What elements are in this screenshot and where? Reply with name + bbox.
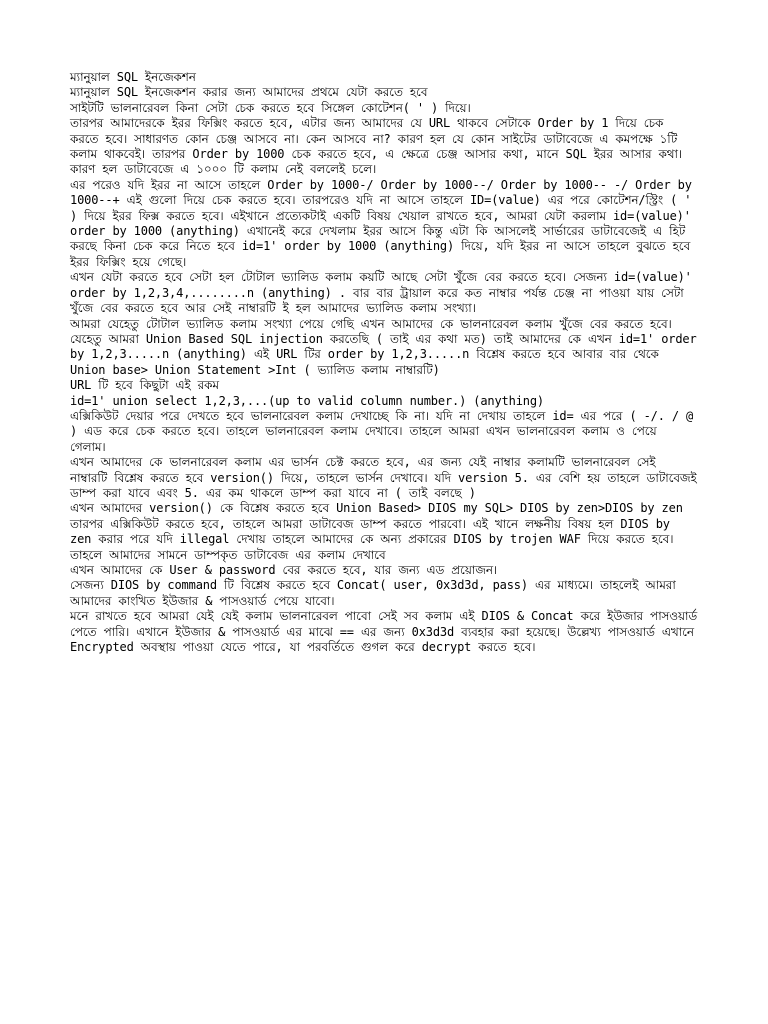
paragraph: এখন আমাদের version() কে বিশ্লেষ করতে হবে Union Based> DIOS my SQL> DIOS by zen>DIOS by zen তারপর এক্সিকিউট করতে হবে, তাহলে আমরা ডাটাবেজ ডাম্প করতে পারবো। এই খানে লক্ষনীয় বিষয় হল DIOS by zen করার পরে যদি illegal দেখায় তাহলে আমাদের কে অন্য প্রকারের DIOS by trojen WAF দিয়ে করতে হবে। তাহলে আমাদের সামনে ডাম্পকৃত ডাটাবেজ এর কলাম দেখাবে (70, 501, 683, 562)
document-body (70, 70, 698, 655)
paragraph: এখন আমাদের কে User & password বের করতে হবে, যার জন্য এড প্রয়োজন। (70, 563, 497, 577)
paragraph: এখন যেটা করতে হবে সেটা হল টোটাল ভ্যালিড কলাম কয়টি আছে সেটা খুঁজে বের করতে হবে। সেজন্য id=(value)' order by 1,2,3,4,........n (anything) . বার বার ট্রায়াল করে কত নাম্বার পর্যন্ত চেঞ্জ না পাওয়া যায় সেটা খুঁজে বের করতে হবে আর সেই নাম্বারটি ই হল আমাদের ভ্যালিড কলাম সংখ্যা। (70, 270, 692, 316)
document-title: ম্যানুয়াল SQL ইনজেকশন (70, 70, 196, 84)
code-line: id=1' union select 1,2,3,...(up to valid column number.) (anything) (70, 393, 544, 408)
paragraph: আমরা যেহেতু টোটাল ভ্যালিড কলাম সংখ্যা পেয়ে গেছি এখন আমাদের কে ভালনারেবল কলাম খুঁজে বের করতে হবে। যেহেতু আমরা Union Based SQL injection করতেছি ( তাই এর কথা মত) তাই আমাদের কে এখন id=1' order by 1,2,3.....n (anything) এই URL টির order by 1,2,3.....n বিশ্লেষ করতে হবে আবার বার থেকে Union base> Union Statement >Int ( ভ্যালিড কলাম নাম্বারটি) (70, 316, 697, 377)
paragraph: মনে রাখতে হবে আমরা যেই যেই কলাম ভালনারেবল পাবো সেই সব কলাম এই DIOS & Concat করে ইউজার পাসওয়ার্ড পেতে পারি। এখানে ইউজার & পাসওয়ার্ড এর মাঝে == এর জন্য 0x3d3d ব্যবহার করা হয়েছে। উল্লেখ্য পাসওয়ার্ড এখানে Encrypted অবস্থায় পাওয়া যেতে পারে, যা পরবর্তিতে গুগল করে decrypt করতে হবে। (70, 609, 698, 655)
paragraph: সেজন্য DIOS by command টি বিশ্লেষ করতে হবে Concat( user, 0x3d3d, pass) এর মাধ্যমে। তাহলেই আমরা আমাদের কাংখিত ইউজার & পাসওয়ার্ড পেয়ে যাবো। (70, 578, 676, 608)
paragraph: তারপর আমাদেরকে ইরর ফিক্সিং করতে হবে, এটার জন্য আমাদের যে URL থাকবে সেটাকে Order by 1 দিয়ে চেক করতে হবে। সাধারণত কোন চেঞ্জ আসবে না। কেন আসবে না? কারণ হল যে কোন সাইটের ডাটাবেজে এ কমপক্ষে ১টি কলাম থাকবেই। তারপর Order by 1000 চেক করতে হবে, এ ক্ষেত্রে চেঞ্জ আসার কথা, মানে SQL ইরর আসার কথা। কারণ হল ডাটাবেজে এ ১০০০ টি কলাম নেই বললেই চলে। (70, 116, 683, 177)
paragraph: এক্সিকিউট দেয়ার পরে দেখতে হবে ভালনারেবল কলাম দেখাচ্ছে কি না। যদি না দেখায় তাহলে id= এর পরে ( -/. / @ ) এড করে চেক করতে হবে। তাহলে ভালনারেবল কলাম দেখাবে। তাহলে আমরা এখন ভালনারেবল কলাম ও পেয়ে গেলাম। (70, 408, 694, 454)
paragraph: ম্যানুয়াল SQL ইনজেকশন করার জন্য আমাদের প্রথমে যেটা করতে হবে (70, 85, 428, 100)
paragraph: এর পরেও যদি ইরর না আসে তাহলে Order by 1000-/ Order by 1000--/ Order by 1000-- -/ Order by 1000--+ এই গুলো দিয়ে চেক করতে হবে। তারপরেও যদি না আসে তাহলে ID=(value) এর পরে কোটেশন/স্ট্রিং ( ' ) দিয়ে ইরর ফিক্স করতে হবে। এইখানে প্রত্যেকটাই একটি বিষয় খেয়াল রাখতে হবে, আমরা যেটা করলাম id=(value)' order by 1000 (anything) এখানেই করে দেখলাম ইরর আসে কিন্তু এটা কি আসলেই সার্ভারের ডাটাবেজেই এ হিট করছে কিনা চেক করে নিতে হবে id=1' order by 1000 (anything) দিয়ে, যদি ইরর না আসে তাহলে বুঝতে হবে ইরর ফিক্সিং হয়ে গেছে। (70, 177, 692, 269)
paragraph: সাইটটি ভালনারেবল কিনা সেটা চেক করতে হবে সিঙ্গেল কোটেশন( ' ) দিয়ে। (70, 100, 471, 115)
paragraph: এখন আমাদের কে ভালনারেবল কলাম এর ভার্সন চেক্ট করতে হবে, এর জন্য যেই নাম্বার কলামটি ভালনারেবল সেই নাম্বারটি বিশ্লেষ করতে হবে version() দিয়ে, তাহলে ভার্সন দেখাবে। যদি version 5. এর বেশি হয় তাহলে ডাটাবেজই ডাম্প করা যাবে এবং 5. এর কম থাকলে ডাম্প করা যাবে না ( তাই বলছে ) (70, 455, 697, 500)
paragraph: URL টি হবে কিছুটা এই রকম (70, 378, 219, 393)
